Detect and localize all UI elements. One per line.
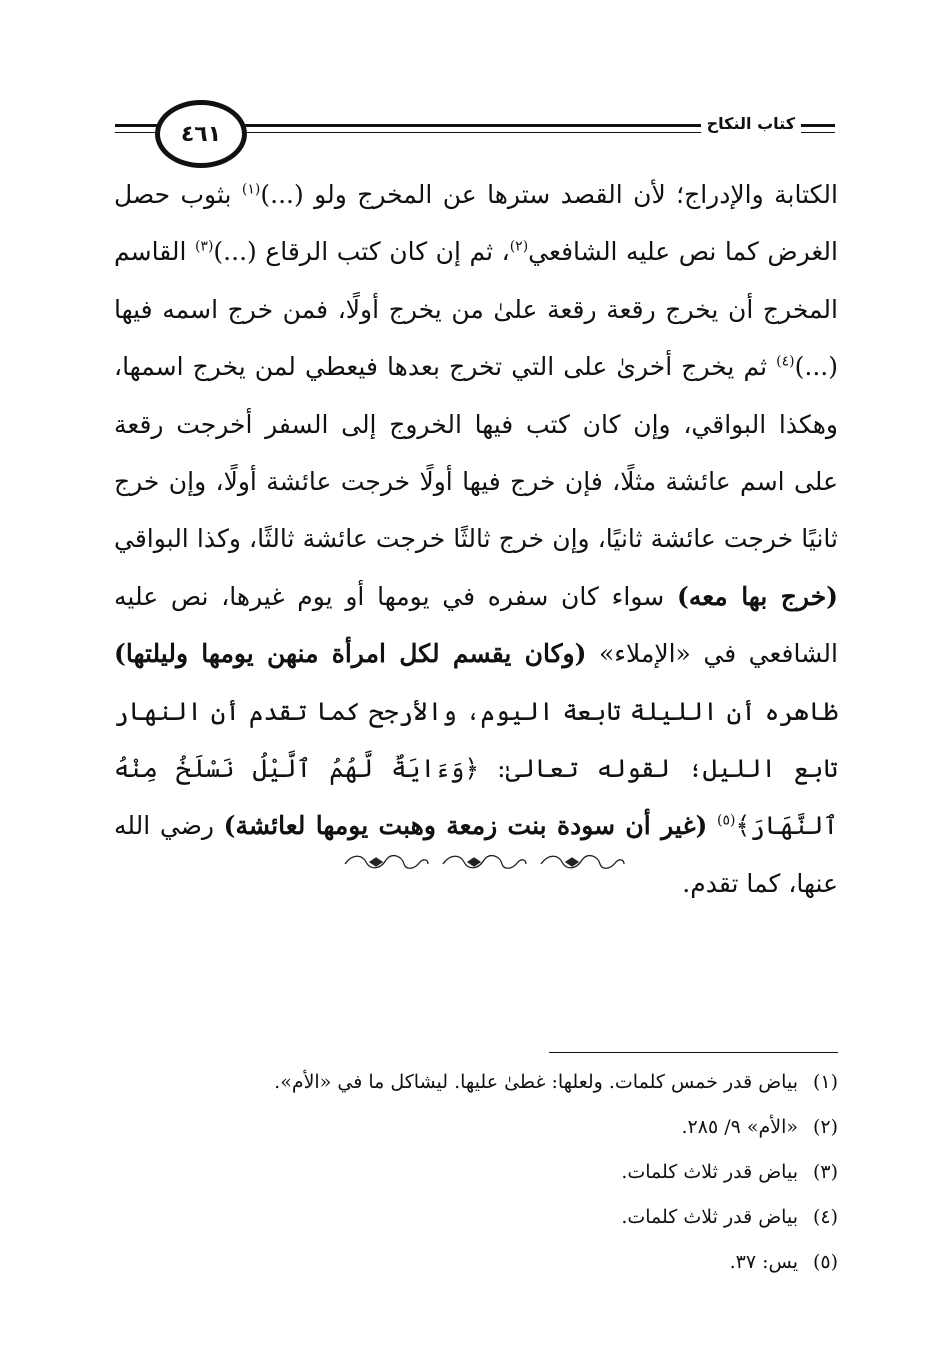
footnote-number: (١) <box>812 1071 838 1093</box>
footnote-number: (٤) <box>812 1206 838 1228</box>
page-number-badge <box>155 100 247 168</box>
footnote-text: بياض قدر خمس كلمات. ولعلها: غطىٰ عليها. ليشاكل ما في «الأم». <box>274 1071 798 1093</box>
text-run: القاسم المخرج أن يخرج رقعة رقعة علىٰ من يخرج أولًا، فمن خرج اسمه فيها (...) <box>114 237 838 382</box>
text-run: ثم يخرج أخرىٰ على التي تخرج بعدها فيعطي لمن يخرج اسمها، وهكذا البواقي، وإن كان كتب فيها الخروج إلى السفر أخرجت رقعة على اسم عائشة مثلًا، فإن خرج فيها أولًا خرجت عائشة أولًا، وإن خرج ثانيًا خرجت عائشة ثانيًا، وإن خرج ثالثًا خرجت عائشة ثالثًا، وكذا البواقي <box>114 352 838 554</box>
ornament-motif <box>541 856 624 869</box>
footnote-item <box>114 1150 838 1195</box>
chapter-title <box>701 114 801 133</box>
main-text <box>114 166 838 912</box>
footnote-item <box>114 1195 838 1240</box>
footnote-number: (٥) <box>812 1251 838 1273</box>
text-run: رضي الله عنها، كما تقدم. <box>114 811 838 898</box>
chapter-title-text: كتاب النكاح <box>706 114 795 133</box>
page-number: ٤٦١ <box>180 121 222 147</box>
footnote-ref: (٤) <box>776 353 795 370</box>
bold-phrase: (غير أن سودة بنت زمعة وهبت يومها لعائشة) <box>223 811 708 841</box>
ornament-motif <box>345 856 428 869</box>
text-run: سواء كان سفره في يومها أو يوم غيرها، نص عليه الشافعي في «الإملاء» <box>114 581 838 669</box>
section-divider-ornament <box>340 846 630 876</box>
footnote-ref: (١) <box>241 181 261 198</box>
text-run: ، ثم إن كان كتب الرقاع (...) <box>213 237 510 267</box>
footnote-ref: (٣) <box>194 239 214 256</box>
footnote-number: (٢) <box>812 1116 838 1138</box>
text-run: بثوب حصل الغرض كما نص عليه الشافعي <box>114 180 838 267</box>
footnote-item <box>114 1060 838 1105</box>
bold-phrase: (وكان يقسم لكل امرأة منهن يومها وليلتها) <box>114 639 587 669</box>
text-run: الكتابة والإدراج؛ لأن القصد سترها عن المخرج ولو (...) <box>260 180 838 209</box>
text-run <box>707 811 717 840</box>
footnote-item <box>114 1240 838 1285</box>
footnote-number: (٣) <box>812 1161 838 1183</box>
footnote-text: بياض قدر ثلاث كلمات. <box>621 1161 798 1183</box>
footnote-separator <box>549 1052 838 1053</box>
text-run: ظاهره أن الليلة تابعة اليوم، والأرجح كما تقدم أن النهار تابع الليل؛ لقوله تعالىٰ: ﴿وَءَايَةٌ لَّهُمُ ٱلَّيْلُ نَسْلَخُ مِنْهُ ٱلنَّهَارَ﴾ <box>114 696 838 841</box>
footnote-text: «الأم» ٩/ ٢٨٥. <box>681 1116 798 1138</box>
page-header <box>115 100 835 170</box>
footnote-text: يس: ٣٧. <box>729 1251 798 1273</box>
footnote-text: بياض قدر ثلاث كلمات. <box>621 1206 798 1228</box>
ornament-motif <box>443 856 526 869</box>
footnotes <box>114 1060 838 1285</box>
footnote-item <box>114 1105 838 1150</box>
footnote-ref: (٥) <box>716 813 736 830</box>
bold-phrase: (خرج بها معه) <box>677 581 839 611</box>
footnote-ref: (٢) <box>509 239 529 256</box>
